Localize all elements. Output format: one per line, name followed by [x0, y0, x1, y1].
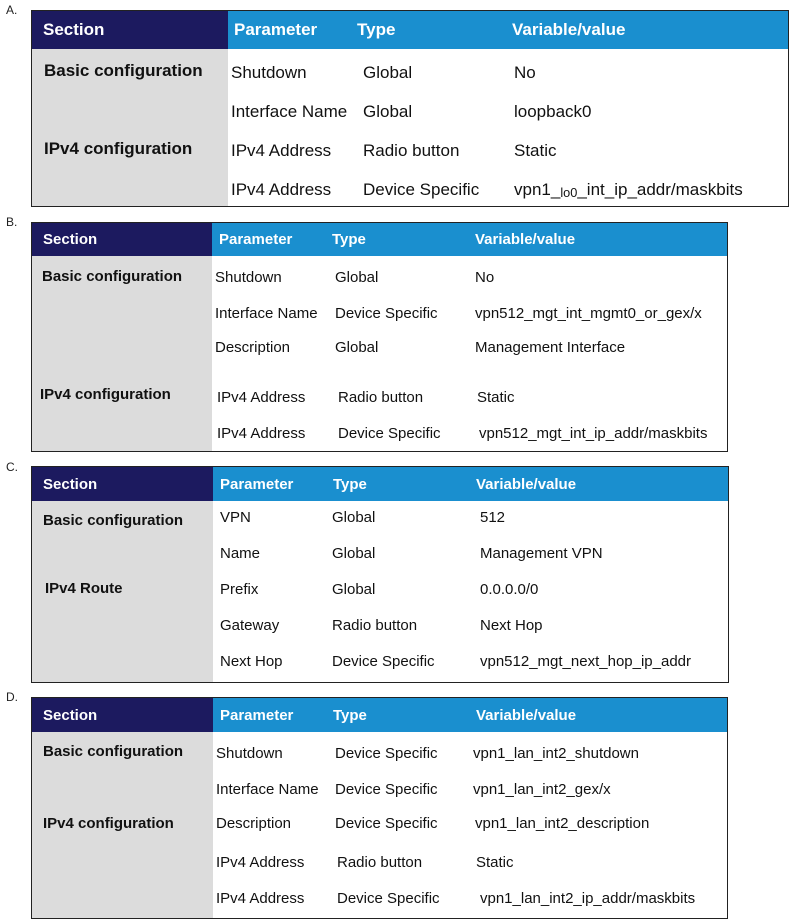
option-a-table — [31, 10, 789, 207]
param-cell: Name — [220, 545, 261, 562]
section-label: Basic configuration — [43, 743, 184, 760]
param-cell: Description — [215, 339, 291, 356]
option-c-letter: C. — [6, 460, 18, 474]
type-cell: Device Specific — [332, 653, 435, 670]
section-label: IPv4 configuration — [43, 815, 174, 832]
value-prefix: vpn1_ — [514, 180, 561, 199]
table-header — [32, 223, 727, 256]
type-cell: Global — [332, 545, 376, 562]
header-type: Type — [333, 475, 367, 493]
value-subscript: lo0 — [560, 185, 578, 200]
option-d-table — [31, 697, 728, 919]
param-cell: IPv4 Address — [231, 141, 332, 160]
param-cell: Gateway — [220, 617, 280, 634]
type-cell: Global — [332, 581, 376, 598]
value-cell: vpn1_lan_int2_gex/x — [473, 781, 611, 798]
type-cell: Radio button — [338, 389, 424, 406]
type-cell: Global — [363, 102, 413, 121]
type-cell: Radio button — [332, 617, 418, 634]
type-cell: Device Specific — [335, 781, 438, 798]
section-column — [32, 256, 212, 451]
param-cell: IPv4 Address — [216, 854, 305, 871]
option-a-letter: A. — [6, 3, 18, 17]
param-cell: IPv4 Address — [217, 389, 306, 406]
value-cell: vpn512_mgt_next_hop_ip_addr — [480, 653, 692, 670]
header-value: Variable/value — [476, 706, 577, 724]
param-cell: Prefix — [220, 581, 259, 598]
option-c-table — [31, 466, 729, 683]
value-cell: Static — [514, 141, 557, 160]
section-label: IPv4 Route — [45, 580, 123, 597]
param-cell: IPv4 Address — [231, 180, 332, 199]
section-label: Basic configuration — [43, 512, 184, 529]
value-cell — [514, 180, 743, 200]
header-section: Section — [32, 223, 212, 256]
param-cell: Shutdown — [215, 269, 282, 286]
value-cell: vpn512_mgt_int_ip_addr/maskbits — [479, 425, 708, 442]
table-header — [32, 11, 788, 49]
header-parameter: Parameter — [220, 475, 294, 493]
option-b-letter: B. — [6, 215, 18, 229]
header-parameter: Parameter — [219, 231, 293, 248]
option-b-table — [31, 222, 728, 452]
value-cell: No — [475, 269, 495, 286]
header-parameter: Parameter — [234, 20, 318, 39]
param-cell: Next Hop — [220, 653, 283, 670]
param-cell: IPv4 Address — [216, 890, 305, 907]
section-label: Basic configuration — [42, 268, 183, 285]
type-cell: Radio button — [337, 854, 423, 871]
value-cell: vpn1_lan_int2_description — [475, 815, 650, 832]
value-cell: vpn512_mgt_int_mgmt0_or_gex/x — [475, 305, 702, 322]
table-header — [32, 467, 728, 501]
param-cell: Shutdown — [216, 745, 283, 762]
table-header — [32, 698, 727, 732]
value-cell: vpn1_lan_int2_ip_addr/maskbits — [480, 890, 696, 907]
value-cell: No — [514, 63, 536, 82]
type-cell: Device Specific — [363, 180, 480, 199]
header-value: Variable/value — [512, 20, 626, 39]
section-label: IPv4 configuration — [40, 386, 171, 403]
value-cell: Static — [477, 389, 515, 406]
header-section: Section — [32, 11, 228, 49]
value-suffix: _int_ip_addr/maskbits — [577, 180, 743, 199]
value-cell: vpn1_lan_int2_shutdown — [473, 745, 639, 762]
value-cell: Management Interface — [475, 339, 626, 356]
param-cell: Interface Name — [216, 781, 319, 798]
header-type: Type — [333, 706, 367, 724]
type-cell: Device Specific — [335, 745, 438, 762]
header-value: Variable/value — [476, 475, 577, 493]
section-label: Basic configuration — [44, 61, 203, 80]
type-cell: Global — [335, 269, 379, 286]
param-cell: Interface Name — [231, 102, 348, 121]
header-type: Type — [357, 20, 396, 39]
value-cell: Next Hop — [480, 617, 543, 634]
type-cell: Radio button — [363, 141, 460, 160]
header-parameter: Parameter — [220, 706, 294, 724]
type-cell: Global — [332, 509, 376, 526]
param-cell: VPN — [220, 509, 251, 526]
param-cell: Interface Name — [215, 305, 318, 322]
value-cell: 0.0.0.0/0 — [480, 581, 539, 598]
param-cell: IPv4 Address — [217, 425, 306, 442]
value-cell: Management VPN — [480, 545, 603, 562]
type-cell: Global — [335, 339, 379, 356]
type-cell: Device Specific — [335, 305, 438, 322]
type-cell: Device Specific — [337, 890, 440, 907]
header-type: Type — [332, 231, 366, 248]
param-cell: Description — [216, 815, 292, 832]
value-cell: Static — [476, 854, 514, 871]
type-cell: Device Specific — [338, 425, 441, 442]
option-d-letter: D. — [6, 690, 18, 704]
value-cell: 512 — [480, 509, 506, 526]
section-label: IPv4 configuration — [44, 139, 193, 158]
value-cell: loopback0 — [514, 102, 592, 121]
header-section: Section — [32, 698, 213, 732]
header-value: Variable/value — [475, 231, 576, 248]
header-section: Section — [32, 467, 213, 501]
type-cell: Device Specific — [335, 815, 438, 832]
param-cell: Shutdown — [231, 63, 307, 82]
type-cell: Global — [363, 63, 413, 82]
